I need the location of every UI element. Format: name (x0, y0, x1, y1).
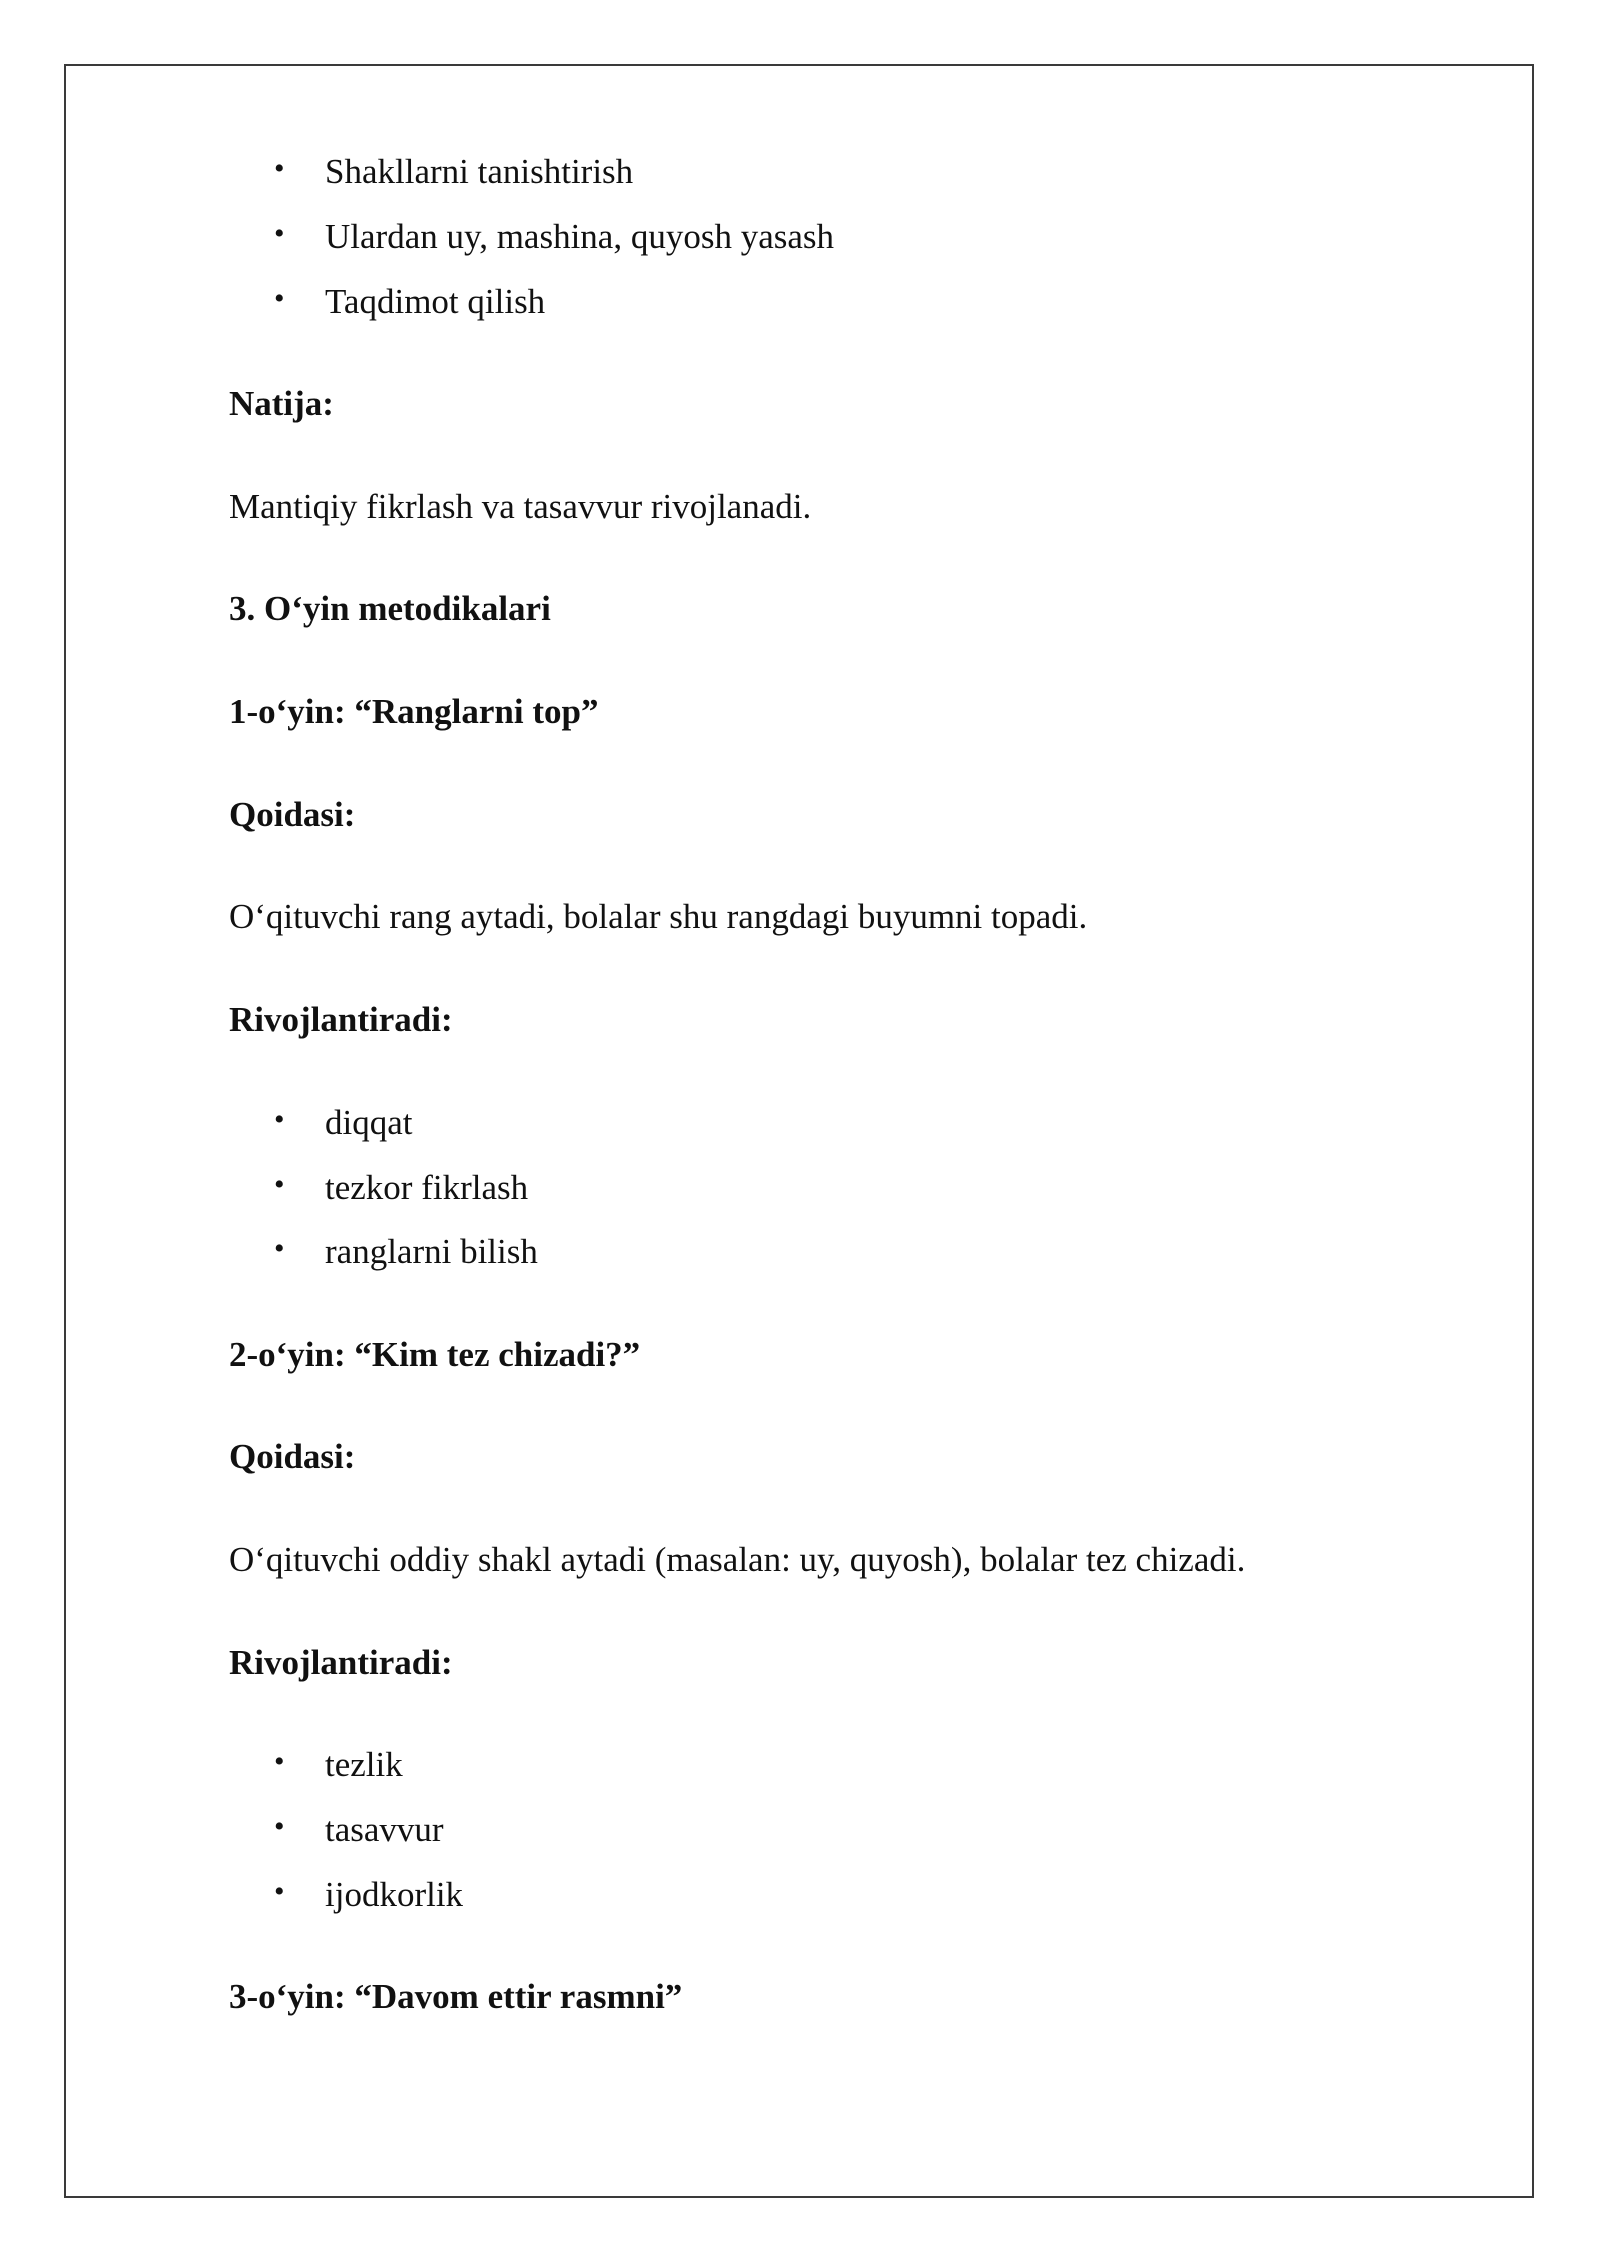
game1-develops-heading: Rivojlantiradi: (229, 1000, 453, 1039)
bullet-icon: • (274, 1875, 285, 1908)
natija-heading: Natija: (229, 384, 334, 423)
game2-rule-text: O‘qituvchi oddiy shakl aytadi (masalan: uy, quyosh), bolalar tez chizadi. (229, 1540, 1246, 1579)
bullet-icon: • (274, 282, 285, 315)
game2-develops-heading: Rivojlantiradi: (229, 1643, 453, 1682)
bullet-icon: • (274, 1103, 285, 1136)
bullet-icon: • (274, 1232, 285, 1265)
bullet-icon: • (274, 1168, 285, 1201)
bullet-icon: • (274, 217, 285, 250)
natija-text: Mantiqiy fikrlash va tasavvur rivojlanadi. (229, 487, 812, 526)
game1-rule-text: O‘qituvchi rang aytadi, bolalar shu rangdagi buyumni topadi. (229, 897, 1088, 936)
section-heading: 3. O‘yin metodikalari (229, 589, 551, 628)
game3-title: 3-o‘yin: “Davom ettir rasmni” (229, 1977, 683, 2016)
game2-title: 2-o‘yin: “Kim tez chizadi?” (229, 1335, 641, 1374)
game1-title: 1-o‘yin: “Ranglarni top” (229, 692, 599, 731)
bullet-icon: • (274, 1745, 285, 1778)
bullet-icon: • (274, 1810, 285, 1843)
game2-rule-heading: Qoidasi: (229, 1437, 356, 1476)
game1-rule-heading: Qoidasi: (229, 795, 356, 834)
bullet-icon: • (274, 152, 285, 185)
